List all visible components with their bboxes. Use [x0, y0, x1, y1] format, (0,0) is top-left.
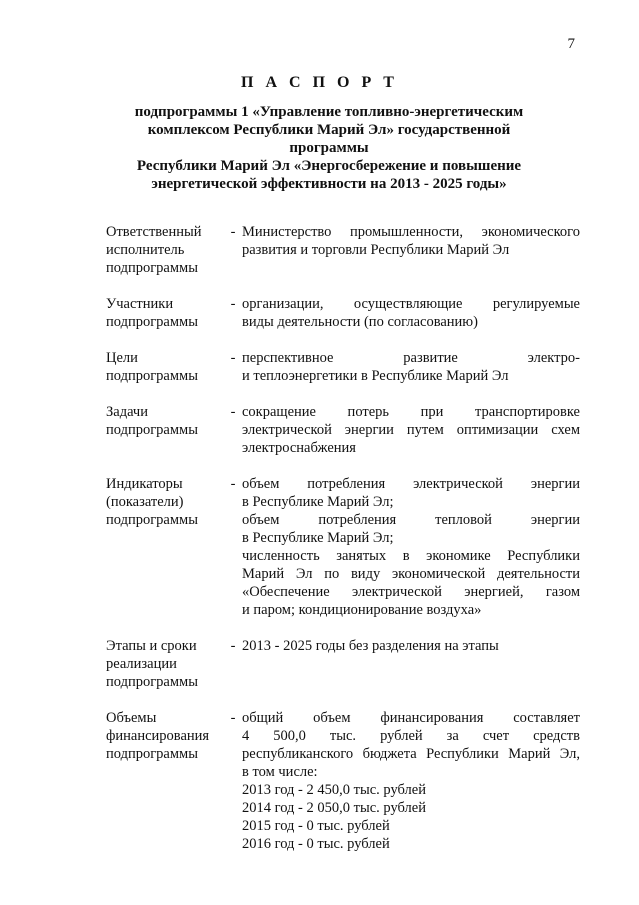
value-line: в Республике Марий Эл;: [242, 530, 394, 546]
label-line: исполнитель: [106, 242, 185, 258]
value-line: 2014 год - 2 050,0 тыс. рублей: [242, 800, 426, 816]
passport-row-indicators: [106, 475, 580, 619]
value-line: численность занятых в экономике Республики: [242, 548, 580, 564]
label-line: подпрограммы: [106, 512, 198, 528]
passport-row-responsible: [106, 223, 580, 277]
value-line: развития и торговли Республики Марий Эл: [242, 242, 510, 258]
row-dash: -: [230, 350, 236, 366]
value-line: 2013 год - 2 450,0 тыс. рублей: [242, 782, 426, 798]
row-label: [106, 403, 224, 457]
label-line: подпрограммы: [106, 674, 198, 690]
passport-row-participants: [106, 295, 580, 331]
row-dash: -: [230, 638, 236, 654]
label-line: Ответственный: [106, 224, 202, 240]
row-value: [242, 223, 580, 277]
row-dash: -: [230, 710, 236, 726]
label-line: подпрограммы: [106, 260, 198, 276]
value-line: 2015 год - 0 тыс. рублей: [242, 818, 390, 834]
label-line: Задачи: [106, 404, 148, 420]
row-label: [106, 295, 224, 331]
subtitle-line: Республики Марий Эл «Энергосбережение и повышение: [136, 158, 522, 174]
label-line: Цели: [106, 350, 138, 366]
row-label: [106, 223, 224, 277]
page-number: 7: [567, 36, 575, 52]
value-line: перспективное развитие электро-: [242, 350, 580, 366]
passport-row-tasks: [106, 403, 580, 457]
document-title: П А С П О Р Т: [241, 74, 398, 91]
row-label: [106, 475, 224, 619]
row-value: [242, 403, 580, 457]
label-line: Этапы и сроки: [106, 638, 197, 654]
value-line: и паром; кондиционирование воздуха»: [242, 602, 482, 618]
row-label: [106, 637, 224, 691]
value-line: Министерство промышленности, экономического: [242, 224, 580, 240]
label-line: (показатели): [106, 494, 184, 510]
passport-row-funding: [106, 709, 580, 853]
label-line: подпрограммы: [106, 314, 198, 330]
row-dash: -: [230, 224, 236, 240]
label-line: Объемы: [106, 710, 157, 726]
value-line: сокращение потерь при транспортировке: [242, 404, 580, 420]
value-line: республиканского бюджета Республики Марий Эл,: [242, 746, 580, 762]
label-line: реализации: [106, 656, 177, 672]
value-line: общий объем финансирования составляет: [242, 710, 580, 726]
value-line: 4 500,0 тыс. рублей за счет средств: [242, 728, 580, 744]
value-line: и теплоэнергетики в Республике Марий Эл: [242, 368, 509, 384]
row-value: [242, 709, 580, 853]
passport-row-goals: [106, 349, 580, 385]
row-dash: -: [230, 296, 236, 312]
row-label: [106, 709, 224, 853]
label-line: финансирования: [106, 728, 210, 744]
row-value: [242, 349, 580, 385]
passport-row-stages: [106, 637, 580, 691]
passport-table: [106, 223, 580, 853]
document-subtitle: [116, 103, 542, 193]
row-value: [242, 637, 580, 691]
value-line: объем потребления электрической энергии: [242, 476, 580, 492]
label-line: подпрограммы: [106, 422, 198, 438]
row-dash: -: [230, 404, 236, 420]
label-line: Участники: [106, 296, 174, 312]
label-line: подпрограммы: [106, 368, 198, 384]
subtitle-line: комплексом Республики Марий Эл» государственной программы: [147, 122, 511, 156]
subtitle-line: энергетической эффективности на 2013 - 2025 годы»: [151, 176, 507, 192]
row-value: [242, 295, 580, 331]
row-value: [242, 475, 580, 619]
subtitle-line: подпрограммы 1 «Управление топливно-энергетическим: [134, 104, 524, 120]
value-line: «Обеспечение электрической энергией, газом: [242, 584, 580, 600]
value-line: 2013 - 2025 годы без разделения на этапы: [242, 638, 499, 654]
value-line: в том числе:: [242, 764, 318, 780]
label-line: Индикаторы: [106, 476, 183, 492]
value-line: электрической энергии путем оптимизации схем: [242, 422, 580, 438]
value-line: 2016 год - 0 тыс. рублей: [242, 836, 390, 852]
value-line: организации, осуществляющие регулируемые: [242, 296, 580, 312]
value-line: объем потребления тепловой энергии: [242, 512, 580, 528]
row-dash: -: [230, 476, 236, 492]
value-line: электроснабжения: [242, 440, 356, 456]
row-label: [106, 349, 224, 385]
value-line: виды деятельности (по согласованию): [242, 314, 478, 330]
label-line: подпрограммы: [106, 746, 198, 762]
value-line: в Республике Марий Эл;: [242, 494, 394, 510]
value-line: Марий Эл по виду экономической деятельности: [242, 566, 580, 582]
